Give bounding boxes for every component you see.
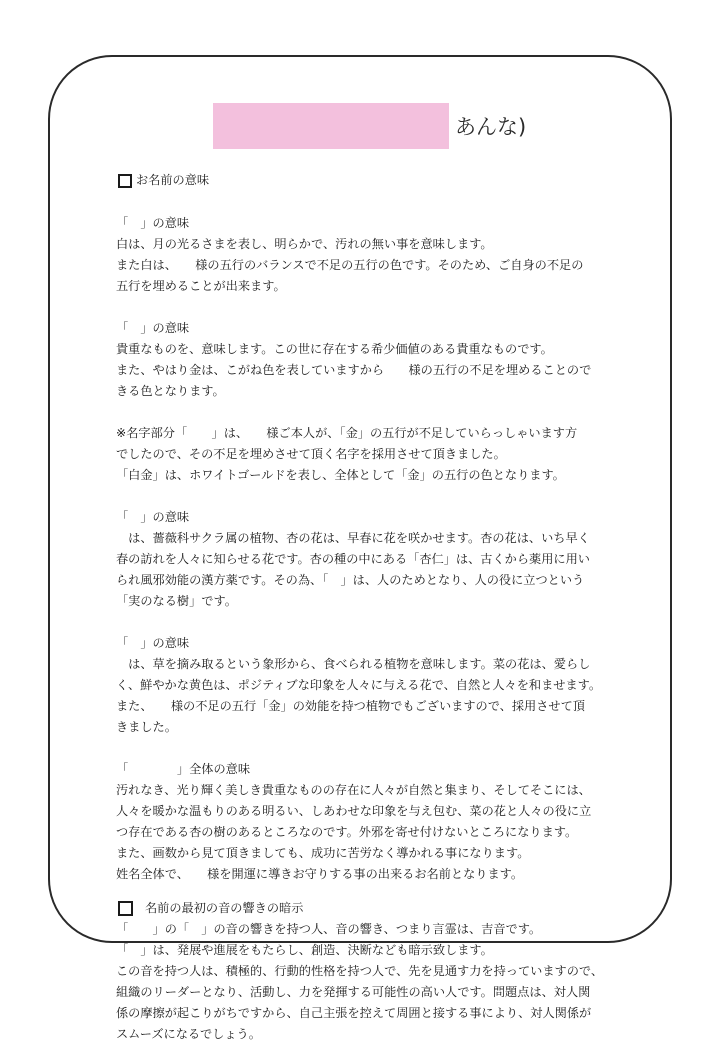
char3-line: 「実のなる樹」です。 <box>116 594 237 608</box>
name-reading: あんな) <box>455 115 527 139</box>
overall-line: また、画数から見て頂きましても、成功に苦労なく導かれる事になります。 <box>116 846 530 860</box>
char2-line: きる色となります。 <box>116 384 225 398</box>
sound-line: 組織のリーダーとなり、活動し、力を発揮する可能性の高い人です。問題点は、対人関 <box>116 985 591 999</box>
checkbox-icon <box>118 901 133 916</box>
char3-line: 春の訪れを人々に知らせる花です。杏の種の中にある「杏仁」は、古くから薬用に用い <box>116 552 590 566</box>
char3-block <box>116 507 636 612</box>
overall-heading: 「 」全体の意味 <box>116 762 251 776</box>
char1-line: 五行を埋めることが出来ます。 <box>116 279 286 293</box>
redacted-name-block <box>213 103 449 149</box>
note-line: ※名字部分「 」は、 様ご本人が、「金」の五行が不足していらっしゃいます方 <box>116 426 578 440</box>
title-row <box>213 103 526 149</box>
char4-line: は、草を摘み取るという象形から、食べられる植物を意味します。菜の花は、愛らし <box>116 657 591 671</box>
char4-line: きました。 <box>116 720 177 734</box>
overall-block <box>116 759 636 885</box>
overall-line: 姓名全体で、 様を開運に導きお守りする事の出来るお名前となります。 <box>116 867 524 881</box>
overall-line: 人々を暖かな温もりのある明るい、しあわせな印象を与え包む、菜の花と人々の役に立 <box>116 804 592 818</box>
meaning-section-title: お名前の意味 <box>136 173 210 187</box>
overall-line: 汚れなき、光り輝く美しき貴重なものの存在に人々が自然と集まり、そしてそこには、 <box>116 783 591 797</box>
char3-heading: 「 」の意味 <box>116 510 190 524</box>
sound-line: スムーズになるでしょう。 <box>116 1027 261 1041</box>
sound-line: 「 」は、発展や進展をもたらし、創造、決断なども暗示致します。 <box>116 943 493 957</box>
char2-line: 貴重なものを、意味します。この世に存在する希少価値のある貴重なものです。 <box>116 342 553 356</box>
meaning-section-heading <box>116 170 636 191</box>
note-line: 「白金」は、ホワイトゴールドを表し、全体として「金」の五行の色となります。 <box>116 468 565 482</box>
char3-line: は、薔薇科サクラ属の植物、杏の花は、早春に花を咲かせます。杏の花は、いち早く <box>116 531 590 545</box>
document-body <box>116 170 636 1045</box>
char1-block <box>116 213 636 297</box>
sound-section-heading <box>116 898 636 919</box>
sound-line: 「 」の「 」の音の響きを持つ人、音の響き、つまり言霊は、吉音です。 <box>116 922 542 936</box>
note-block <box>116 423 636 486</box>
char3-line: られ風邪効能の漢方薬です。その為、「 」は、人のためとなり、人の役に立つという <box>116 573 585 587</box>
sound-block <box>116 919 636 1045</box>
sound-section-title: 名前の最初の音の響きの暗示 <box>145 901 304 915</box>
char4-line: く、鮮やかな黄色は、ポジティブな印象を人々に与える花で、自然と人々を和ませます。 <box>116 678 602 692</box>
sound-line: この音を持つ人は、積極的、行動的性格を持つ人で、先を見通す力を持っていますので、 <box>116 964 604 978</box>
char2-heading: 「 」の意味 <box>116 321 190 335</box>
char1-line: また白は、 様の五行のバランスで不足の五行の色です。そのため、ご自身の不足の <box>116 258 584 272</box>
char2-block <box>116 318 636 402</box>
checkbox-icon <box>118 174 132 188</box>
char2-line: また、やはり金は、こがね色を表していますから 様の五行の不足を埋めることので <box>116 363 592 377</box>
char4-block <box>116 633 636 738</box>
char4-line: また、 様の不足の五行「金」の効能を持つ植物でもございますので、採用させて頂 <box>116 699 585 713</box>
char1-line: 白は、月の光るさまを表し、明らかで、汚れの無い事を意味します。 <box>116 237 493 251</box>
char4-heading: 「 」の意味 <box>116 636 190 650</box>
char1-heading: 「 」の意味 <box>116 216 190 230</box>
overall-line: つ存在である杏の樹のあるところなのです。外邪を寄せ付けないところになります。 <box>116 825 578 839</box>
sound-line: 係の摩擦が起こりがちですから、自己主張を控えて周囲と接する事により、対人関係が <box>116 1006 592 1020</box>
note-line: でしたので、その不足を埋めさせて頂く名字を採用させて頂きました。 <box>116 447 506 461</box>
